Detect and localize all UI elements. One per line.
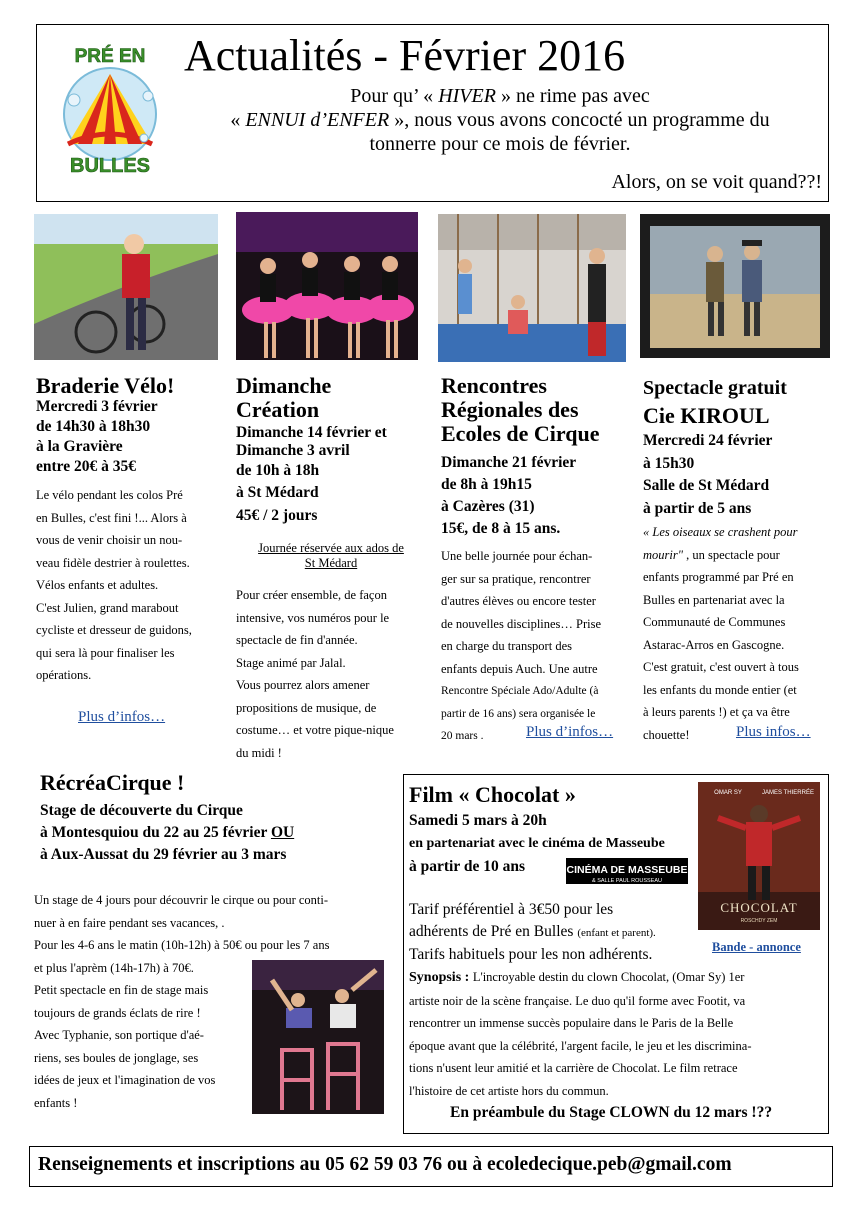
- bike-sale-more-info-link[interactable]: Plus d’infos…: [78, 709, 166, 725]
- free-show-title: Spectacle gratuit Cie KIROUL: [643, 377, 787, 428]
- photo-kiroul-show: [640, 214, 830, 358]
- film-details: Samedi 5 mars à 20h en partenariat avec le cinéma de Masseube à partir de 10 ans: [409, 812, 665, 875]
- bike-sale-title: Braderie Vélo!: [36, 373, 175, 398]
- regional-meeting-more-info-link[interactable]: Plus d’infos…: [526, 724, 614, 740]
- regional-meeting-details: Dimanche 21 février de 8h à 19h15 à Cazères (31) 15€, de 8 à 15 ans.: [441, 454, 577, 537]
- creation-sunday-note: Journée réservée aux ados de St Médard: [258, 541, 404, 570]
- circus-tent-logo-icon: [54, 40, 166, 180]
- bike-sale-details: Mercredi 3 février de 14h30 à 18h30 à la Gravière entre 20€ à 35€: [36, 398, 158, 475]
- free-show-more-info-link[interactable]: Plus infos…: [736, 724, 811, 740]
- free-show-text: « Les oiseaux se crashent pour mourir" , un spectacle pour enfants programmé par Pré en Bulles en partenariat avec la Communauté de Communes Astarac-Arros en Gascogne. C'est gratuit, c'est ouvert à tous les enfants du monde entier (et à leurs parents !) et ça va être chouette!: [643, 525, 799, 742]
- svg-text:CINÉMA DE MASSEUBE: CINÉMA DE MASSEUBE: [566, 864, 688, 876]
- film-title: Film « Chocolat »: [409, 782, 576, 807]
- recrea-cirque-text-narrow: Petit spectacle en fin de stage mais toujours de grands éclats de rire ! Avec Typhanie, son portique d'aé- riens, ses boules de jonglage, ses idées de jeux et l'imagination de vos enfants !: [34, 983, 216, 1110]
- film-trailer-link[interactable]: Bande - annonce: [712, 940, 801, 954]
- film-poster: [698, 782, 820, 930]
- film-tarifs: Tarif préférentiel à 3€50 pour les adhérents de Pré en Bulles (enfant et parent). Tarifs habituels pour les non adhérents.: [409, 901, 656, 963]
- svg-text:PRÉ EN: PRÉ EN: [74, 46, 146, 67]
- creation-sunday-title: Dimanche Création: [236, 373, 332, 422]
- creation-sunday-details: Dimanche 14 février et Dimanche 3 avril de 10h à 18h à St Médard 45€ / 2 jours: [236, 424, 387, 524]
- free-show-details: Mercredi 24 février à 15h30 Salle de St Médard à partir de 5 ans: [643, 432, 773, 517]
- photo-dance: [236, 212, 418, 360]
- photo-bike: [34, 214, 218, 360]
- bike-sale-text: Le vélo pendant les colos Pré en Bulles, c'est fini !... Alors à vous de venir choisir un nou- veau fidèle destrier à roulettes. Vélos enfants et adultes. C'est Julien, grand marabout cycliste et dresseur de guidons, qui sera là pour finaliser les opérations.: [36, 488, 192, 682]
- page-title: Actualités - Février 2016: [184, 31, 626, 80]
- intro-text: Pour qu’ « HIVER » ne rime pas avec « ENNUI d’ENFER », nous vous avons concocté un programme du tonnerre pour ce mois de février.: [230, 85, 770, 155]
- footer-contact-text: Renseignements et inscriptions au 05 62 59 03 76 ou à ecoledecique.peb@gmail.com: [38, 1154, 732, 1175]
- creation-sunday-text: Pour créer ensemble, de façon intensive, vos numéros pour le spectacle de fin d'année. Stage animé par Jalal. Vous pourrez alors amener propositions de musique, de costume… et votre pique-nique du midi !: [236, 588, 394, 760]
- svg-text:& SALLE PAUL ROUSSEAU: & SALLE PAUL ROUSSEAU: [592, 878, 662, 884]
- svg-text:CHOCOLAT: CHOCOLAT: [720, 900, 798, 915]
- cinema-masseube-logo: [562, 852, 692, 888]
- recrea-cirque-details: Stage de découverte du Cirque à Montesquiou du 22 au 25 février OU à Aux-Aussat du 29 février au 3 mars: [40, 802, 295, 863]
- photo-acrobats: [252, 960, 384, 1114]
- cinema-logo-icon: [562, 852, 692, 888]
- recrea-cirque-text: Un stage de 4 jours pour découvrir le cirque ou pour conti- nuer à en faire pendant ses vacances, . Pour les 4-6 ans le matin (10h-12h) à 50€ ou pour les 7 ans et plus l'aprèm (14h-17h) à 70€.: [34, 893, 330, 975]
- tagline: Alors, on se voit quand??!: [611, 171, 822, 193]
- svg-text:ROSCHDY ZEM: ROSCHDY ZEM: [740, 918, 778, 924]
- film-synopsis: Synopsis : L'incroyable destin du clown Chocolat, (Omar Sy) 1er artiste noir de la scène française. Le duo qu'il forme avec Footit, va rencontrer un immense succès populaire dans le Paris de la Belle époque avant que la célébrité, l'argent facile, le jeu et les discrimina- tions n'usent leur amitié et la carrière de Chocolat. Le film retrace l'histoire de cet artiste hors du commun.: [409, 970, 752, 1098]
- footer-box: [29, 1146, 833, 1187]
- svg-text:OMAR SY: OMAR SY: [714, 790, 742, 796]
- photo-circus-school: [438, 214, 626, 362]
- regional-meeting-title: Rencontres Régionales des Ecoles de Cirque: [441, 373, 600, 446]
- regional-meeting-text: Une belle journée pour échan- ger sur sa pratique, rencontrer d'autres élèves ou encore tester de nouvelles disciplines… Prise en charge du transport des enfants depuis Auch. Une autre Rencontre Spéciale Ado/Adulte (à partir de 16 ans) sera organisée le 20 mars .: [441, 549, 602, 742]
- svg-text:JAMES THIERRÉE: JAMES THIERRÉE: [762, 790, 814, 796]
- svg-text:BULLES: BULLES: [70, 155, 150, 177]
- logo: [54, 40, 166, 180]
- recrea-cirque-title: RécréaCirque !: [40, 770, 185, 795]
- film-closing-note: En préambule du Stage CLOWN du 12 mars !??: [450, 1104, 773, 1121]
